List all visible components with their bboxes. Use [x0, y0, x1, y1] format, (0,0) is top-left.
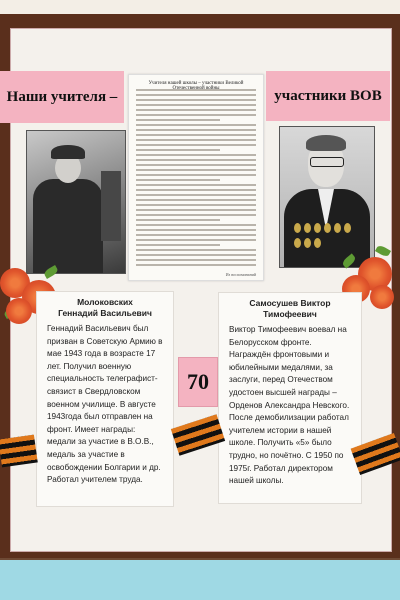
title-left: Наши учителя – — [0, 71, 124, 123]
teacher-card-molokovskikh — [36, 291, 174, 507]
teacher-name: Молоковских Геннадий Васильевич — [58, 297, 152, 318]
anniversary-number: 70 — [178, 357, 218, 407]
article-body — [136, 89, 256, 272]
title-right: участники ВОВ — [266, 71, 390, 121]
teacher-name: Самосушев Виктор Тимофеевич — [249, 298, 331, 319]
teacher-card-samosushev — [218, 292, 362, 504]
st-george-ribbon-left — [0, 435, 38, 468]
teacher-bio: Виктор Тимофеевич воевал на Белорусском фронте. Награждён фронтовыми и юбилейными медалями, за заслуги, перед Отечеством удостоен высшей награды – Орденов Александра Невского. После демобилизации работал учителем истории в нашей школе. Получить «5» было трудно, но почётно. С 1950 по 1975г. Работал директором нашей школы. — [229, 325, 350, 486]
article-footer: Из воспоминаний — [225, 272, 256, 277]
wall-stripe — [0, 560, 400, 600]
article-heading: Учителя нашей школы – участники Великой — [148, 81, 244, 86]
center-article — [128, 74, 264, 281]
photo-molokovskikh — [26, 130, 126, 274]
teacher-bio: Геннадий Васильевич был призван в Советскую Армию в мае 1943 года в возрасте 17 лет. Получил военную специальность телеграфист-связист в Свердловском военном училище. В августе 1943года был отправлен на фронт. Имеет награды: медали за участие в В.О.В., медаль за участие в освобождении Болгарии и др. Работал учителем труда. — [47, 324, 163, 485]
